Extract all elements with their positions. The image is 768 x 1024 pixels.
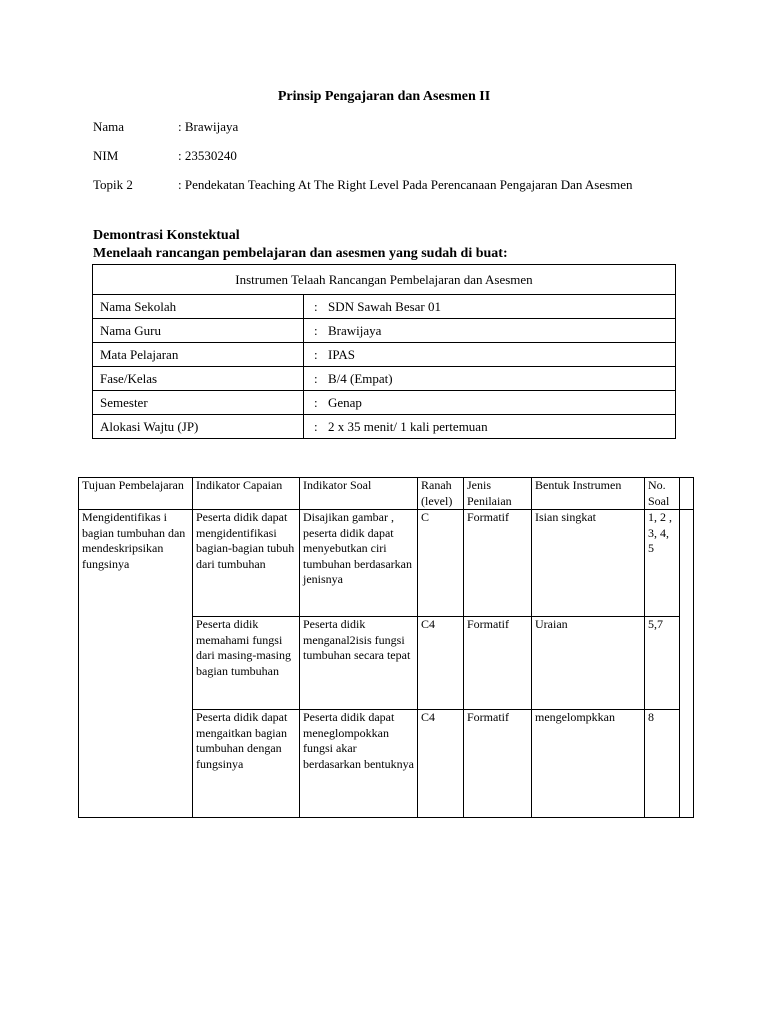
blank-cell <box>680 710 694 818</box>
row-value: IPAS <box>328 346 355 362</box>
row-value-cell <box>304 319 676 343</box>
soal-cell: Peserta didik dapat meneglompokkan fungsi akar berdasarkan bentuknya <box>300 710 418 818</box>
section-heading: Demontrasi Konstektual <box>93 228 240 243</box>
table-row <box>93 295 676 319</box>
table-header: Instrumen Telaah Rancangan Pembelajaran dan Asesmen <box>93 265 676 295</box>
colon: : <box>314 370 318 386</box>
row-label: Mata Pelajaran <box>93 343 304 367</box>
colon: : <box>314 418 318 434</box>
info-label: Nama <box>93 119 125 134</box>
jenis-cell: Formatif <box>464 510 532 617</box>
row-label: Nama Guru <box>93 319 304 343</box>
indikator-table <box>78 477 694 818</box>
info-value: : 23530240 <box>178 148 237 163</box>
soal-cell: Peserta didik menganal2isis fungsi tumbuhan secara tepat <box>300 617 418 710</box>
column-header: Ranah (level) <box>418 478 464 510</box>
table-header-row <box>93 265 676 295</box>
column-header: Indikator Soal <box>300 478 418 510</box>
row-label: Alokasi Wajtu (JP) <box>93 415 304 439</box>
table-row <box>93 391 676 415</box>
colon: : <box>314 322 318 338</box>
info-value: : Pendekatan Teaching At The Right Level Pada Perencanaan Pengajaran Dan Asesmen <box>178 177 633 192</box>
row-value-cell <box>304 415 676 439</box>
row-value-cell <box>304 343 676 367</box>
row-value: Brawijaya <box>328 322 382 338</box>
row-value: B/4 (Empat) <box>328 370 393 386</box>
row-label: Nama Sekolah <box>93 295 304 319</box>
tujuan-cell: Mengidentifikas i bagian tumbuhan dan mendeskripsikan fungsinya <box>79 510 193 617</box>
capaian-cell: Peserta didik memahami fungsi dari masing-masing bagian tumbuhan <box>193 617 300 710</box>
row-label: Semester <box>93 391 304 415</box>
table-row <box>93 319 676 343</box>
info-value: : Brawijaya <box>178 119 239 134</box>
jenis-cell: Formatif <box>464 617 532 710</box>
column-header: Tujuan Pembelajaran <box>79 478 193 510</box>
blank-cell <box>680 617 694 710</box>
ranah-cell: C4 <box>418 617 464 710</box>
ranah-cell: C4 <box>418 710 464 818</box>
column-header <box>680 478 694 510</box>
bentuk-cell: Isian singkat <box>532 510 645 617</box>
no-soal-cell: 5,7 <box>645 617 680 710</box>
ranah-cell: C <box>418 510 464 617</box>
tujuan-cell-continued <box>79 710 193 818</box>
table-header-row <box>79 478 694 510</box>
column-header: Jenis Penilaian <box>464 478 532 510</box>
row-value: 2 x 35 menit/ 1 kali pertemuan <box>328 418 488 434</box>
row-value: Genap <box>328 394 362 410</box>
section-subheading: Menelaah rancangan pembelajaran dan asesmen yang sudah di buat: <box>93 246 508 261</box>
info-label: NIM <box>93 148 119 163</box>
colon: : <box>314 298 318 314</box>
capaian-cell: Peserta didik dapat mengaitkan bagian tumbuhan dengan fungsinya <box>193 710 300 818</box>
row-value-cell <box>304 367 676 391</box>
table-row <box>79 510 694 617</box>
row-label: Fase/Kelas <box>93 367 304 391</box>
table-row <box>93 367 676 391</box>
table-row <box>79 617 694 710</box>
tujuan-cell-continued <box>79 617 193 710</box>
colon: : <box>314 394 318 410</box>
no-soal-cell: 1, 2 , 3, 4, 5 <box>645 510 680 617</box>
info-label: Topik 2 <box>93 177 133 192</box>
bentuk-cell: Uraian <box>532 617 645 710</box>
table-row <box>93 415 676 439</box>
no-soal-cell: 8 <box>645 710 680 818</box>
colon: : <box>314 346 318 362</box>
bentuk-cell: mengelompkkan <box>532 710 645 818</box>
capaian-cell: Peserta didik dapat mengidentifikasi bagian-bagian tubuh dari tumbuhan <box>193 510 300 617</box>
table-row <box>79 710 694 818</box>
column-header: Indikator Capaian <box>193 478 300 510</box>
jenis-cell: Formatif <box>464 710 532 818</box>
column-header: No. Soal <box>645 478 680 510</box>
column-header: Bentuk Instrumen <box>532 478 645 510</box>
row-value: SDN Sawah Besar 01 <box>328 298 442 314</box>
document-title: Prinsip Pengajaran dan Asesmen II <box>277 89 491 104</box>
table-row <box>93 343 676 367</box>
soal-cell: Disajikan gambar , peserta didik dapat menyebutkan ciri tumbuhan berdasarkan jenisnya <box>300 510 418 617</box>
row-value-cell <box>304 295 676 319</box>
telaah-table <box>92 264 676 439</box>
row-value-cell <box>304 391 676 415</box>
blank-cell <box>680 510 694 617</box>
